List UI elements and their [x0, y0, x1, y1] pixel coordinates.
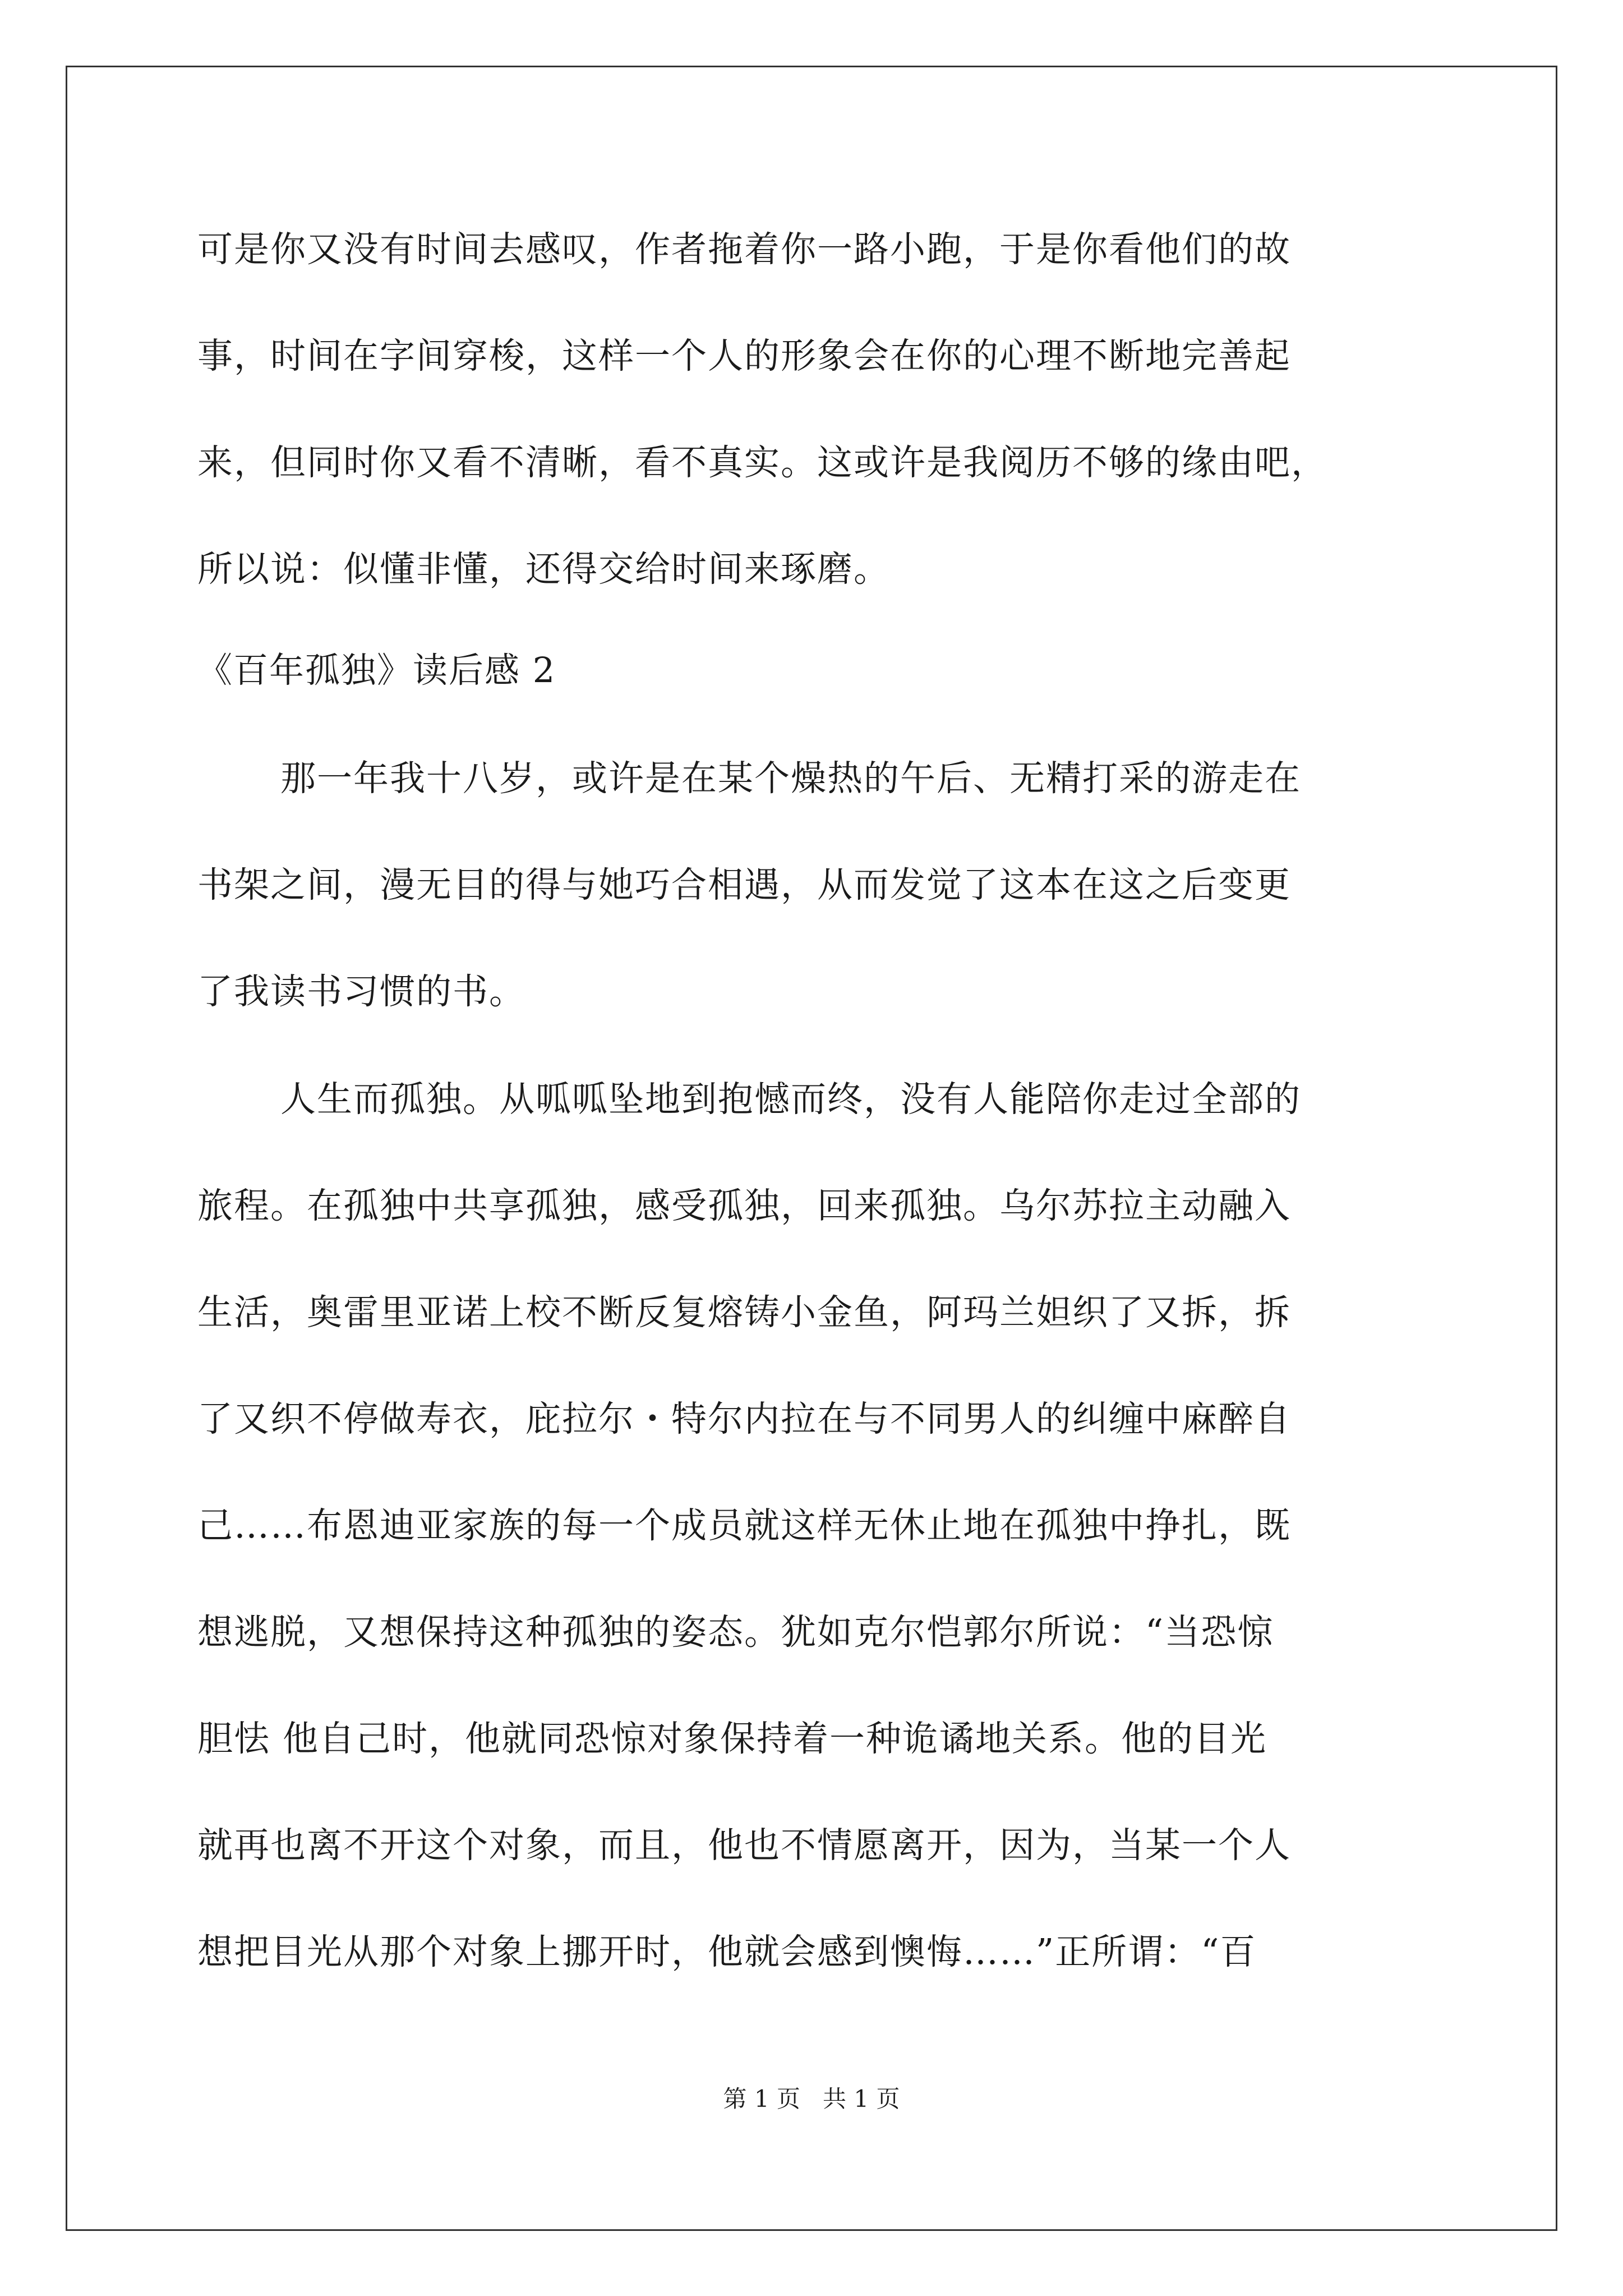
- page-frame: [66, 66, 1557, 2231]
- paragraph-3-line-7: 胆怯 他自己时，他就同恐惊对象保持着一种诡谲地关系。他的目光: [197, 1718, 1267, 1759]
- paragraph-3-line-5: 己……布恩迪亚家族的每一个成员就这样无休止地在孤独中挣扎，既: [197, 1505, 1291, 1546]
- paragraph-1-line-3: 来，但同时你又看不清晰，看不真实。这或许是我阅历不够的缘由吧，: [197, 442, 1327, 483]
- paragraph-3-line-3: 生活，奥雷里亚诺上校不断反复熔铸小金鱼，阿玛兰妲织了又拆，拆: [197, 1292, 1291, 1333]
- paragraph-3-line-4: 了又织不停做寿衣，庇拉尔・特尔内拉在与不同男人的纠缠中麻醉自: [197, 1398, 1291, 1439]
- paragraph-1-line-4: 所以说：似懂非懂，还得交给时间来琢磨。: [197, 549, 890, 590]
- section-heading: 《百年孤独》读后感 2: [197, 650, 556, 691]
- paragraph-3-line-8: 就再也离不开这个对象，而且，他也不情愿离开，因为，当某一个人: [197, 1825, 1291, 1866]
- page-footer: 第 1 页 共 1 页: [723, 2085, 900, 2113]
- paragraph-2-line-3: 了我读书习惯的书。: [197, 971, 525, 1012]
- paragraph-3-line-1: 人生而孤独。从呱呱坠地到抱憾而终，没有人能陪你走过全部的: [280, 1079, 1301, 1120]
- paragraph-2-line-2: 书架之间，漫无目的得与她巧合相遇，从而发觉了这本在这之后变更: [197, 864, 1291, 905]
- paragraph-1-line-1: 可是你又没有时间去感叹，作者拖着你一路小跑，于是你看他们的故: [197, 229, 1291, 270]
- paragraph-3-line-2: 旅程。在孤独中共享孤独，感受孤独，回来孤独。乌尔苏拉主动融入: [197, 1185, 1291, 1226]
- paragraph-3-line-6: 想逃脱，又想保持这种孤独的姿态。犹如克尔恺郭尔所说：“当恐惊: [197, 1612, 1274, 1653]
- paragraph-1-line-2: 事，时间在字间穿梭，这样一个人的形象会在你的心理不断地完善起: [197, 335, 1291, 376]
- paragraph-2-line-1: 那一年我十八岁，或许是在某个燥热的午后、无精打采的游走在: [280, 758, 1301, 799]
- paragraph-3-line-9: 想把目光从那个对象上挪开时，他就会感到懊悔……”正所谓：“百: [197, 1931, 1257, 1972]
